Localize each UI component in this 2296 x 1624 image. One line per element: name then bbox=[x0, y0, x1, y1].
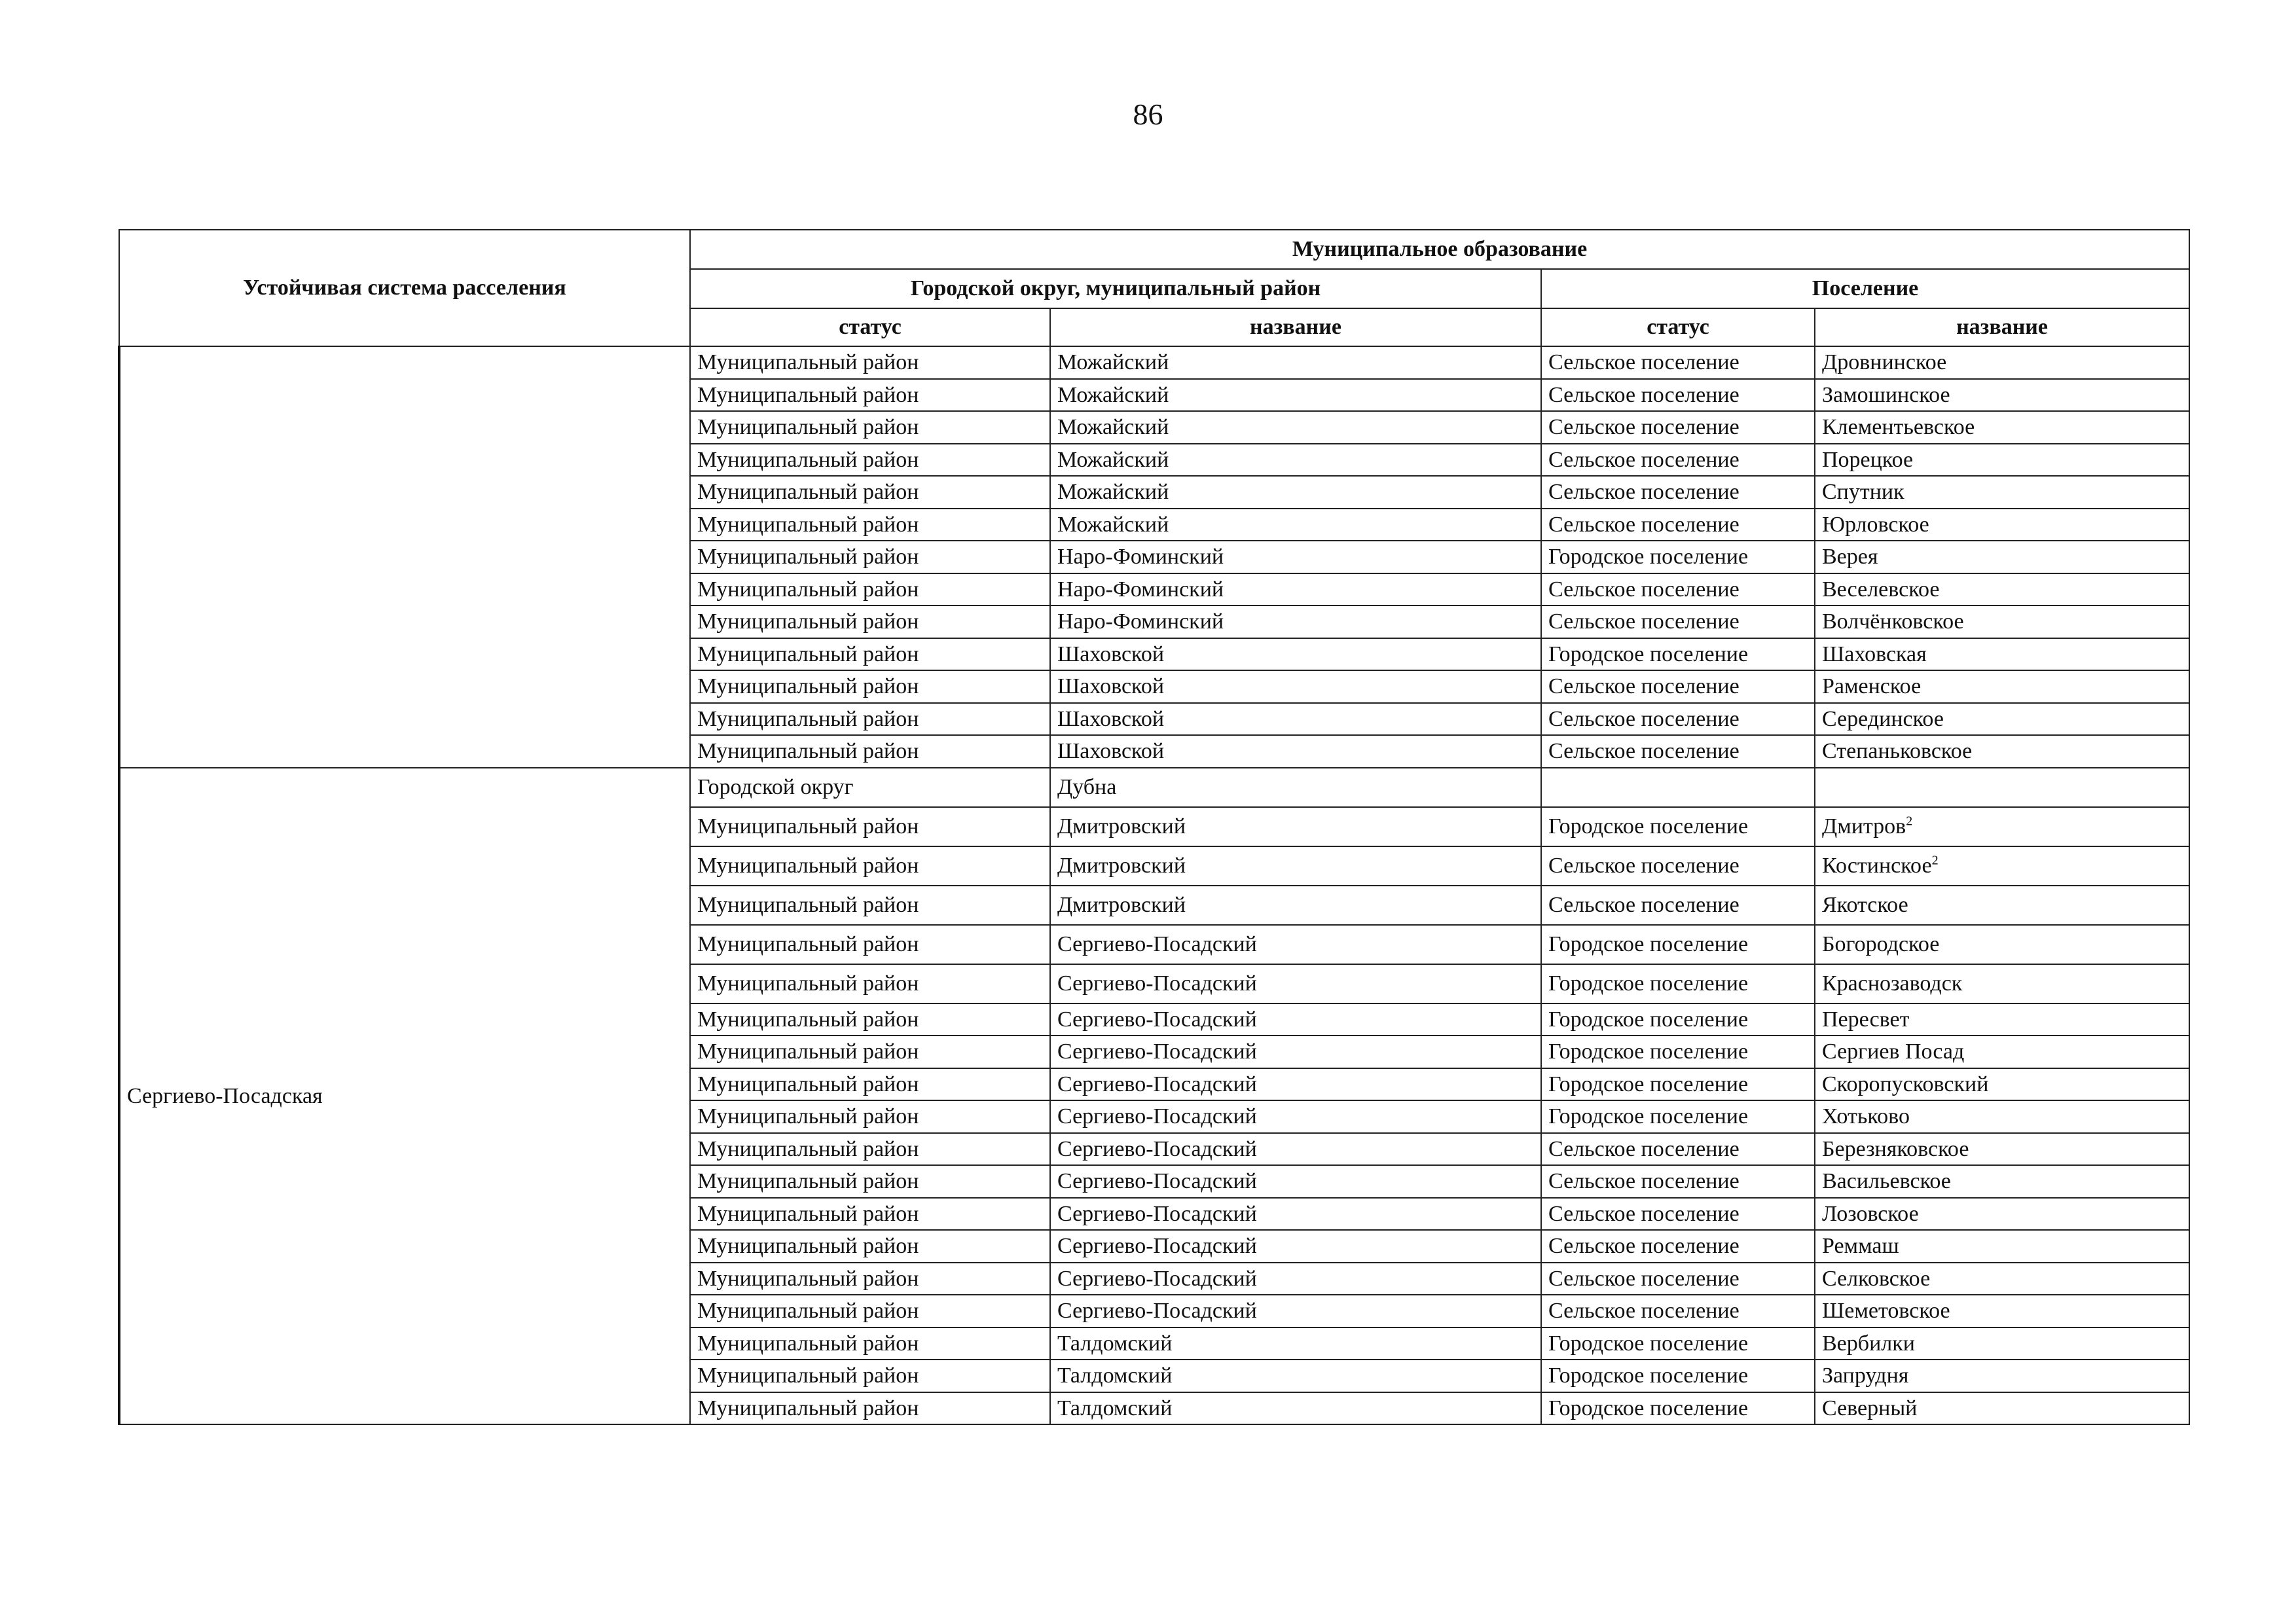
settlement-name-text: Северный bbox=[1822, 1396, 1918, 1420]
settlement-name-cell bbox=[1815, 605, 2189, 638]
district-status-cell: Муниципальный район bbox=[690, 1327, 1050, 1360]
settlement-name-text: Порецкое bbox=[1822, 447, 1914, 472]
district-name-cell: Наро-Фоминский bbox=[1050, 541, 1541, 573]
settlement-status-cell: Городское поселение bbox=[1541, 807, 1815, 846]
district-name-cell: Можайский bbox=[1050, 476, 1541, 509]
header-settlement-status: статус bbox=[1541, 308, 1815, 346]
district-name-cell: Сергиево-Посадский bbox=[1050, 925, 1541, 964]
district-status-cell: Муниципальный район bbox=[690, 846, 1050, 886]
table-header bbox=[119, 230, 2189, 346]
settlement-status-cell: Сельское поселение bbox=[1541, 886, 1815, 925]
district-status-cell: Муниципальный район bbox=[690, 886, 1050, 925]
settlement-status-cell: Сельское поселение bbox=[1541, 846, 1815, 886]
settlement-name-text: Березняковское bbox=[1822, 1136, 1969, 1161]
district-status-cell: Муниципальный район bbox=[690, 1360, 1050, 1392]
settlement-name-text: Юрловское bbox=[1822, 512, 1929, 537]
settlement-status-cell: Сельское поселение bbox=[1541, 1295, 1815, 1327]
settlement-name-cell bbox=[1815, 509, 2189, 541]
district-status-cell: Муниципальный район bbox=[690, 1068, 1050, 1101]
settlement-name-text: Лозовское bbox=[1822, 1201, 1919, 1226]
settlement-status-cell: Сельское поселение bbox=[1541, 509, 1815, 541]
settlement-status-cell: Городское поселение bbox=[1541, 1360, 1815, 1392]
settlement-status-cell: Сельское поселение bbox=[1541, 1133, 1815, 1166]
settlement-name-text: Костинское bbox=[1822, 853, 1932, 878]
district-status-cell: Муниципальный район bbox=[690, 1263, 1050, 1295]
settlement-status-cell: Городское поселение bbox=[1541, 925, 1815, 964]
settlement-name-text: Запрудня bbox=[1822, 1363, 1909, 1388]
district-name-cell: Наро-Фоминский bbox=[1050, 605, 1541, 638]
settlement-status-cell: Городское поселение bbox=[1541, 638, 1815, 671]
settlement-name-cell bbox=[1815, 846, 2189, 886]
district-status-cell: Муниципальный район bbox=[690, 1198, 1050, 1231]
settlement-name-cell bbox=[1815, 670, 2189, 703]
district-name-cell: Дубна bbox=[1050, 768, 1541, 807]
settlement-name-text: Раменское bbox=[1822, 674, 1922, 699]
header-settlement-name: название bbox=[1815, 308, 2189, 346]
settlement-status-cell: Сельское поселение bbox=[1541, 735, 1815, 768]
settlement-name-cell bbox=[1815, 541, 2189, 573]
footnote-marker: 2 bbox=[1906, 814, 1913, 829]
district-status-cell: Муниципальный район bbox=[690, 476, 1050, 509]
settlement-name-cell bbox=[1815, 1327, 2189, 1360]
settlement-name-cell bbox=[1815, 444, 2189, 477]
district-name-cell: Можайский bbox=[1050, 411, 1541, 444]
settlement-name-cell bbox=[1815, 1133, 2189, 1166]
settlement-name-text: Селковское bbox=[1822, 1266, 1931, 1291]
district-status-cell: Муниципальный район bbox=[690, 1003, 1050, 1036]
settlement-status-cell bbox=[1541, 768, 1815, 807]
district-status-cell: Муниципальный район bbox=[690, 1295, 1050, 1327]
settlement-name-cell bbox=[1815, 346, 2189, 379]
district-status-cell: Муниципальный район bbox=[690, 1230, 1050, 1263]
settlement-name-cell bbox=[1815, 1295, 2189, 1327]
district-name-cell: Талдомский bbox=[1050, 1327, 1541, 1360]
header-system: Устойчивая система расселения bbox=[119, 230, 690, 346]
settlement-name-cell bbox=[1815, 1100, 2189, 1133]
district-name-cell: Наро-Фоминский bbox=[1050, 573, 1541, 606]
district-status-cell: Муниципальный район bbox=[690, 1392, 1050, 1425]
settlement-name-cell bbox=[1815, 1360, 2189, 1392]
settlement-name-text: Верея bbox=[1822, 545, 1878, 569]
settlement-name-text: Краснозаводск bbox=[1822, 971, 1963, 996]
district-name-cell: Шаховской bbox=[1050, 735, 1541, 768]
settlement-name-cell bbox=[1815, 925, 2189, 964]
district-name-cell: Талдомский bbox=[1050, 1360, 1541, 1392]
district-status-cell: Муниципальный район bbox=[690, 509, 1050, 541]
settlement-name-cell bbox=[1815, 1165, 2189, 1198]
settlement-name-cell bbox=[1815, 1068, 2189, 1101]
settlement-name-text: Васильевское bbox=[1822, 1169, 1951, 1194]
district-status-cell: Муниципальный район bbox=[690, 925, 1050, 964]
settlement-status-cell: Сельское поселение bbox=[1541, 703, 1815, 736]
settlement-status-cell: Сельское поселение bbox=[1541, 1198, 1815, 1231]
district-name-cell: Шаховской bbox=[1050, 638, 1541, 671]
district-name-cell: Сергиево-Посадский bbox=[1050, 1068, 1541, 1101]
district-status-cell: Муниципальный район bbox=[690, 703, 1050, 736]
settlement-status-cell: Сельское поселение bbox=[1541, 444, 1815, 477]
district-name-cell: Сергиево-Посадский bbox=[1050, 1263, 1541, 1295]
settlement-name-cell bbox=[1815, 1392, 2189, 1425]
settlement-name-cell bbox=[1815, 411, 2189, 444]
settlement-status-cell: Сельское поселение bbox=[1541, 1165, 1815, 1198]
district-status-cell: Муниципальный район bbox=[690, 807, 1050, 846]
table-row bbox=[119, 346, 2189, 379]
header-district: Городской округ, муниципальный район bbox=[690, 269, 1541, 308]
settlement-name-text: Дмитров bbox=[1822, 814, 1906, 839]
district-status-cell: Муниципальный район bbox=[690, 346, 1050, 379]
district-name-cell: Можайский bbox=[1050, 346, 1541, 379]
settlement-name-text: Клементьевское bbox=[1822, 415, 1975, 440]
header-district-name: название bbox=[1050, 308, 1541, 346]
settlement-status-cell: Сельское поселение bbox=[1541, 476, 1815, 509]
district-name-cell: Сергиево-Посадский bbox=[1050, 1036, 1541, 1068]
settlement-status-cell: Сельское поселение bbox=[1541, 573, 1815, 606]
settlement-status-cell: Сельское поселение bbox=[1541, 1263, 1815, 1295]
district-status-cell: Муниципальный район bbox=[690, 1133, 1050, 1166]
district-name-cell: Можайский bbox=[1050, 379, 1541, 412]
settlement-name-cell bbox=[1815, 703, 2189, 736]
district-status-cell: Муниципальный район bbox=[690, 541, 1050, 573]
settlement-name-text: Сергиев Посад bbox=[1822, 1039, 1965, 1064]
settlement-name-cell bbox=[1815, 1003, 2189, 1036]
district-status-cell: Муниципальный район bbox=[690, 444, 1050, 477]
district-name-cell: Сергиево-Посадский bbox=[1050, 1230, 1541, 1263]
settlement-name-text: Скоропусковский bbox=[1822, 1072, 1989, 1096]
settlement-name-text: Спутник bbox=[1822, 480, 1904, 505]
settlement-status-cell: Сельское поселение bbox=[1541, 346, 1815, 379]
district-status-cell: Муниципальный район bbox=[690, 638, 1050, 671]
settlement-name-text: Волчёнковское bbox=[1822, 609, 1964, 634]
district-status-cell: Муниципальный район bbox=[690, 964, 1050, 1003]
settlement-name-cell bbox=[1815, 638, 2189, 671]
settlement-status-cell: Сельское поселение bbox=[1541, 670, 1815, 703]
settlement-name-cell bbox=[1815, 1198, 2189, 1231]
district-name-cell: Шаховской bbox=[1050, 670, 1541, 703]
settlement-name-cell bbox=[1815, 807, 2189, 846]
settlement-name-cell bbox=[1815, 735, 2189, 768]
district-name-cell: Сергиево-Посадский bbox=[1050, 1198, 1541, 1231]
settlement-name-text: Богородское bbox=[1822, 931, 1940, 956]
district-name-cell: Сергиево-Посадский bbox=[1050, 1100, 1541, 1133]
settlement-name-text: Реммаш bbox=[1822, 1234, 1899, 1259]
settlement-status-cell: Городское поселение bbox=[1541, 1100, 1815, 1133]
district-name-cell: Сергиево-Посадский bbox=[1050, 964, 1541, 1003]
settlement-status-cell: Городское поселение bbox=[1541, 1068, 1815, 1101]
page-number: 86 bbox=[1133, 98, 1163, 131]
settlement-name-text: Хотьково bbox=[1822, 1104, 1910, 1129]
district-name-cell: Шаховской bbox=[1050, 703, 1541, 736]
settlement-status-cell: Городское поселение bbox=[1541, 964, 1815, 1003]
settlement-table bbox=[118, 229, 2190, 1425]
settlement-name-text: Вербилки bbox=[1822, 1331, 1915, 1356]
table-body bbox=[119, 346, 2189, 1424]
settlement-name-cell bbox=[1815, 573, 2189, 606]
settlement-name-cell bbox=[1815, 379, 2189, 412]
district-name-cell: Дмитровский bbox=[1050, 807, 1541, 846]
settlement-name-text: Шаховская bbox=[1822, 641, 1927, 666]
district-name-cell: Сергиево-Посадский bbox=[1050, 1003, 1541, 1036]
district-name-cell: Сергиево-Посадский bbox=[1050, 1165, 1541, 1198]
settlement-name-cell bbox=[1815, 476, 2189, 509]
settlement-name-text: Якотское bbox=[1822, 892, 1908, 917]
settlement-name-cell bbox=[1815, 768, 2189, 807]
district-status-cell: Муниципальный район bbox=[690, 1165, 1050, 1198]
settlement-status-cell: Сельское поселение bbox=[1541, 1230, 1815, 1263]
district-name-cell: Талдомский bbox=[1050, 1392, 1541, 1425]
district-name-cell: Сергиево-Посадский bbox=[1050, 1133, 1541, 1166]
settlement-name-text: Шеметовское bbox=[1822, 1299, 1950, 1324]
district-status-cell: Муниципальный район bbox=[690, 670, 1050, 703]
settlement-system-cell bbox=[119, 346, 690, 768]
header-district-status: статус bbox=[690, 308, 1050, 346]
district-status-cell: Муниципальный район bbox=[690, 605, 1050, 638]
settlement-status-cell: Сельское поселение bbox=[1541, 411, 1815, 444]
settlement-name-text: Замошинское bbox=[1822, 382, 1950, 407]
header-settlement: Поселение bbox=[1541, 269, 2189, 308]
settlement-name-text: Степаньковское bbox=[1822, 739, 1973, 764]
settlement-name-text: Серединское bbox=[1822, 706, 1944, 731]
footnote-marker: 2 bbox=[1931, 853, 1939, 868]
district-status-cell: Муниципальный район bbox=[690, 573, 1050, 606]
settlement-status-cell: Сельское поселение bbox=[1541, 379, 1815, 412]
settlement-name-cell bbox=[1815, 964, 2189, 1003]
district-status-cell: Муниципальный район bbox=[690, 411, 1050, 444]
settlement-status-cell: Городское поселение bbox=[1541, 1003, 1815, 1036]
settlement-status-cell: Городское поселение bbox=[1541, 1392, 1815, 1425]
settlement-system-cell: Сергиево-Посадская bbox=[119, 768, 690, 1425]
district-status-cell: Муниципальный район bbox=[690, 735, 1050, 768]
district-name-cell: Дмитровский bbox=[1050, 846, 1541, 886]
district-status-cell: Муниципальный район bbox=[690, 1100, 1050, 1133]
settlement-name-text: Дровнинское bbox=[1822, 350, 1947, 375]
header-municipal: Муниципальное образование bbox=[690, 230, 2189, 269]
settlement-status-cell: Городское поселение bbox=[1541, 1327, 1815, 1360]
district-status-cell: Городской округ bbox=[690, 768, 1050, 807]
district-status-cell: Муниципальный район bbox=[690, 1036, 1050, 1068]
district-status-cell: Муниципальный район bbox=[690, 379, 1050, 412]
settlement-name-text: Пересвет bbox=[1822, 1007, 1910, 1032]
settlement-name-cell bbox=[1815, 1230, 2189, 1263]
settlement-name-text: Веселевское bbox=[1822, 577, 1940, 602]
settlement-name-cell bbox=[1815, 1263, 2189, 1295]
district-name-cell: Можайский bbox=[1050, 509, 1541, 541]
settlement-status-cell: Сельское поселение bbox=[1541, 605, 1815, 638]
settlement-name-cell bbox=[1815, 886, 2189, 925]
district-name-cell: Можайский bbox=[1050, 444, 1541, 477]
settlement-name-cell bbox=[1815, 1036, 2189, 1068]
table-row bbox=[119, 768, 2189, 807]
district-name-cell: Дмитровский bbox=[1050, 886, 1541, 925]
settlement-status-cell: Городское поселение bbox=[1541, 1036, 1815, 1068]
district-name-cell: Сергиево-Посадский bbox=[1050, 1295, 1541, 1327]
settlement-status-cell: Городское поселение bbox=[1541, 541, 1815, 573]
